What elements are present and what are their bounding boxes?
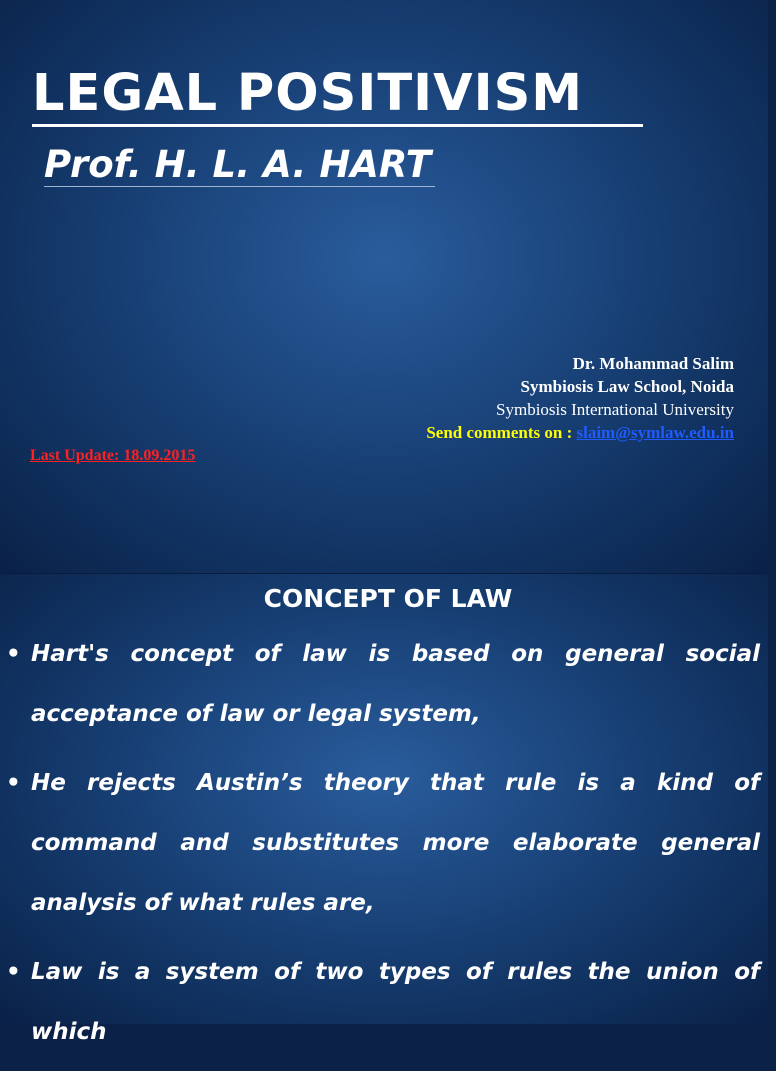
comments-label: Send comments on : [426,423,577,442]
list-item [6,624,760,744]
subtitle-underline [44,186,435,187]
subtitle: Prof. H. L. A. HART [44,143,432,186]
author-school: Symbiosis Law School, Noida [520,377,734,396]
email-link[interactable]: slaim@symlaw.edu.in [576,423,734,442]
bullet-list [6,624,760,1071]
title-underline [32,124,643,127]
author-university: Symbiosis International University [496,400,734,419]
list-item [6,753,760,933]
comments-line [426,421,734,444]
bullet-text: Hart's concept of law is based on general social acceptance of law or legal system, [31,641,760,727]
bullet-icon: • [6,959,21,985]
main-title: LEGAL POSITIVISM [32,64,584,123]
last-update: Last Update: 18.09.2015 [30,447,196,464]
slide-concept-of-law [0,574,768,1045]
author-name: Dr. Mohammad Salim [572,354,734,373]
bullet-icon: • [6,641,21,667]
bullet-text: He rejects Austin’s theory that rule is a kind of command and substitutes more elaborate general analysis of what rules are, [31,770,760,916]
list-item [6,942,760,1062]
author-block [426,352,734,444]
section-heading: CONCEPT OF LAW [263,584,513,613]
bullet-text: Law is a system of two types of rules the union of which [31,959,760,1045]
bullet-icon: • [6,770,21,796]
